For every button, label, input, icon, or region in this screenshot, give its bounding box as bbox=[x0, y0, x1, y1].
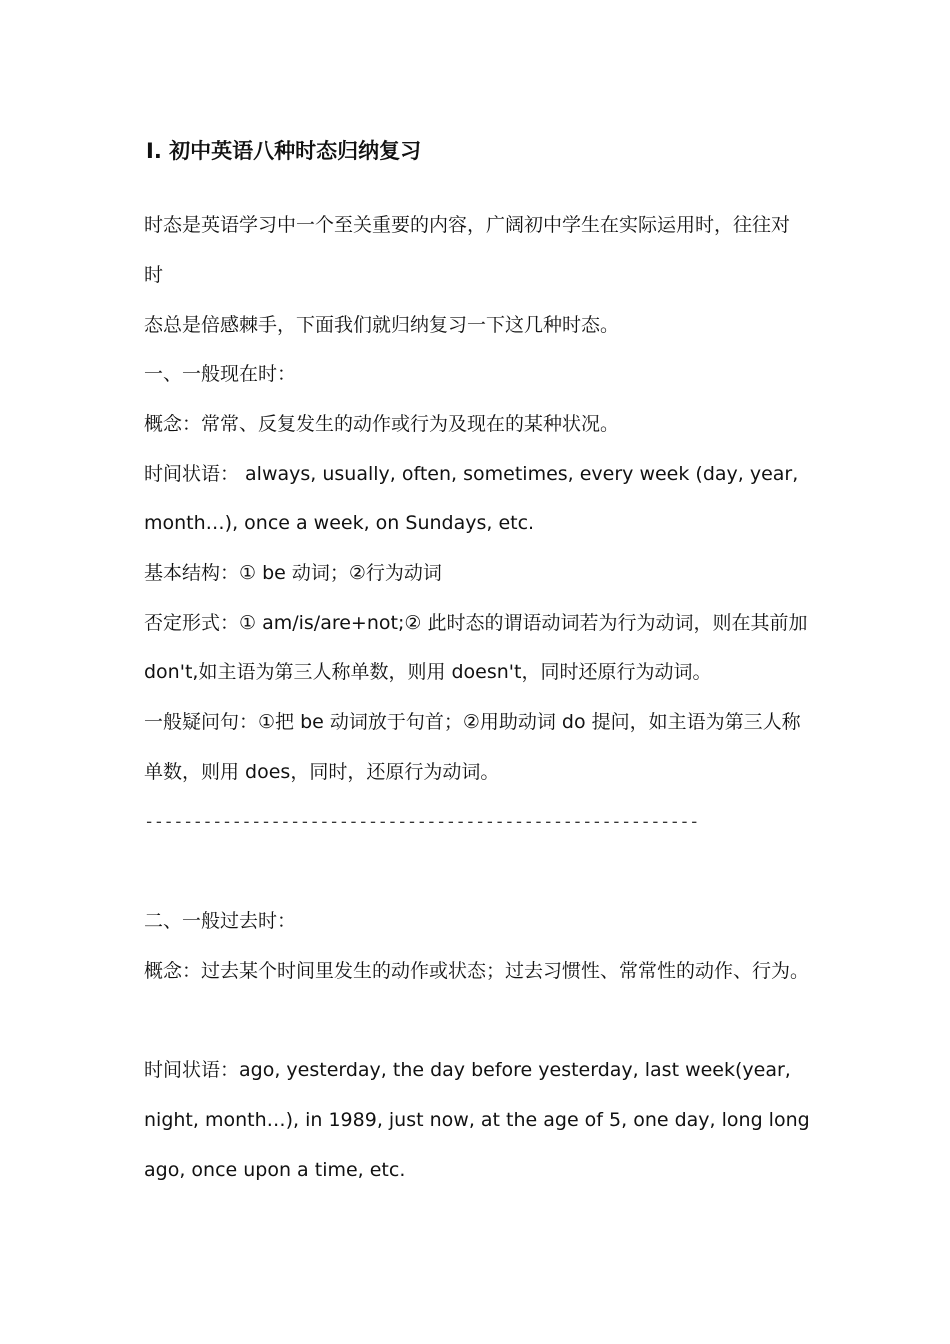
adverbial-line: 时间状语：ago, yesterday, the day before yesterday, last week(year, bbox=[144, 1059, 791, 1081]
paragraph-line: 时 bbox=[144, 264, 164, 286]
concept-line: 概念：常常、反复发生的动作或行为及现在的某种状况。 bbox=[144, 413, 620, 435]
negative-form-line: 否定形式：① am/is/are+not;② 此时态的谓语动词若为行为动词，则在其前加 bbox=[144, 612, 808, 634]
section-heading-present-simple: 一、一般现在时： bbox=[144, 363, 297, 385]
paragraph-line: 时态是英语学习中一个至关重要的内容，广阔初中学生在实际运用时，往往对 bbox=[144, 214, 791, 236]
paragraph-line: 态总是倍感棘手，下面我们就归纳复习一下这几种时态。 bbox=[144, 314, 620, 336]
question-form-line: 一般疑问句：①把 be 动词放于句首；②用助动词 do 提问，如主语为第三人称 bbox=[144, 711, 801, 733]
section-heading-past-simple: 二、一般过去时： bbox=[144, 910, 297, 932]
section-divider: --------------------------------------------------------- bbox=[144, 812, 699, 832]
adverbial-line-cont: night, month…), in 1989, just now, at the age of 5, one day, long long bbox=[144, 1109, 810, 1131]
negative-form-line-cont: don't,如主语为第三人称单数，则用 doesn't，同时还原行为动词。 bbox=[144, 661, 712, 683]
adverbial-line-cont: month…), once a week, on Sundays, etc. bbox=[144, 512, 535, 534]
adverbial-line: 时间状语： always, usually, often, sometimes, every week (day, year, bbox=[144, 463, 799, 485]
document-title: Ⅰ. 初中英语八种时态归纳复习 bbox=[146, 139, 422, 163]
concept-line: 概念：过去某个时间里发生的动作或状态；过去习惯性、常常性的动作、行为。 bbox=[144, 960, 810, 982]
question-form-line-cont: 单数，则用 does，同时，还原行为动词。 bbox=[144, 761, 500, 783]
adverbial-line-cont: ago, once upon a time, etc. bbox=[144, 1159, 406, 1181]
structure-line: 基本结构：① be 动词；②行为动词 bbox=[144, 562, 442, 584]
